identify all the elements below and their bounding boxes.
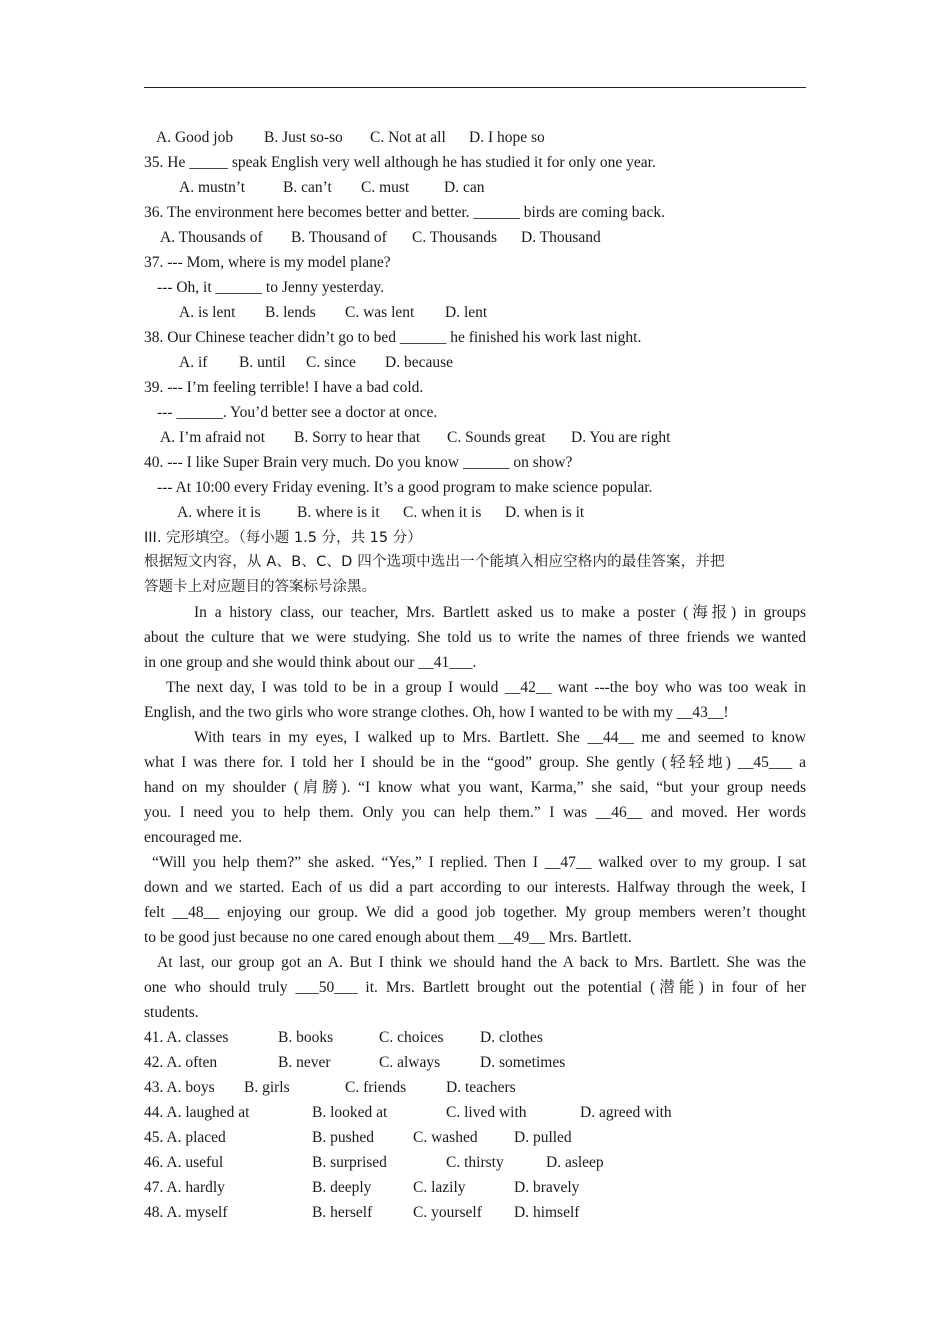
q39-option-a: A. I’m afraid not (160, 429, 266, 446)
passage-paragraph-5 (144, 950, 806, 1025)
q34-option-d: D. I hope so (469, 129, 545, 146)
q37-option-a: A. is lent (179, 304, 236, 321)
answer-option-a: 41. A. classes (144, 1029, 229, 1046)
answer-option-c: C. lived with (446, 1104, 527, 1121)
passage-paragraph-4 (144, 850, 806, 950)
answer-option-b: B. looked at (312, 1104, 388, 1121)
passage-line: English, and the two girls who wore strange clothes. Oh, how I wanted to be with my __43__! (144, 704, 729, 721)
section-title-text: III. 完形填空。（每小题 1.5 分，共 15 分） (144, 530, 422, 546)
q36-option-b: B. Thousand of (291, 229, 387, 246)
answer-option-a: 42. A. often (144, 1054, 218, 1071)
passage-line: The next day, I was told to be in a group I would __42__ want ---the boy who was too weak in (166, 679, 806, 696)
q39-option-d: D. You are right (571, 429, 671, 446)
q36-stem: 36. The environment here becomes better and better. ______ birds are coming back. (144, 204, 665, 221)
q35-option-c: C. must (361, 179, 410, 196)
q38-option-d: D. because (385, 354, 453, 371)
passage-line: one who should truly ___50___ it. Mrs. Bartlett brought out the potential (潜能) in four of her (144, 979, 806, 996)
answer-option-d: D. teachers (446, 1079, 516, 1096)
answer-option-d: D. agreed with (580, 1104, 672, 1121)
section-title (144, 525, 806, 550)
answer-option-d: D. himself (514, 1204, 580, 1221)
passage-line: With tears in my eyes, I walked up to Mrs. Bartlett. She __44__ me and seemed to know (194, 729, 806, 746)
q39-option-b: B. Sorry to hear that (294, 429, 421, 446)
q38-option-a: A. if (179, 354, 208, 371)
q36-options (144, 225, 806, 250)
q40-option-c: C. when it is (403, 504, 482, 521)
q37-option-b: B. lends (265, 304, 316, 321)
answer-option-c: C. friends (345, 1079, 407, 1096)
q38-option-c: C. since (306, 354, 356, 371)
q39-options (144, 425, 806, 450)
answer-option-a: 45. A. placed (144, 1129, 226, 1146)
q39-option-c: C. Sounds great (447, 429, 546, 446)
q38-stem: 38. Our Chinese teacher didn’t go to bed ______ he finished his work last night. (144, 329, 642, 346)
q35-option-a: A. mustn’t (179, 179, 246, 196)
section-instruction-line2: 答题卡上对应题目的答案标号涂黑。 (144, 579, 376, 595)
answer-option-a: 44. A. laughed at (144, 1104, 250, 1121)
answer-option-d: D. bravely (514, 1179, 580, 1196)
passage-line: down and we started. Each of us did a part according to our interests. Halfway through the week, I (144, 879, 806, 896)
answer-row-48 (144, 1200, 806, 1225)
q40-option-d: D. when is it (505, 504, 585, 521)
answer-row-41 (144, 1025, 806, 1050)
q36-option-c: C. Thousands (412, 229, 497, 246)
q35-stem: 35. He _____ speak English very well although he has studied it for only one year. (144, 154, 656, 171)
q35-options (144, 175, 806, 200)
passage-paragraph-2 (144, 675, 806, 725)
q39-line2: --- ______. You’d better see a doctor at once. (157, 404, 438, 421)
answer-option-b: B. never (278, 1054, 331, 1071)
q37-line2: --- Oh, it ______ to Jenny yesterday. (157, 279, 385, 296)
q37-options (144, 300, 806, 325)
answer-option-a: 48. A. myself (144, 1204, 228, 1221)
answer-option-b: B. deeply (312, 1179, 372, 1196)
q37-stem: 37. --- Mom, where is my model plane? (144, 254, 391, 271)
answer-option-c: C. yourself (413, 1204, 482, 1221)
q39-stem: 39. --- I’m feeling terrible! I have a bad cold. (144, 379, 424, 396)
answer-option-b: B. surprised (312, 1154, 387, 1171)
passage-line: hand on my shoulder (肩膀). “I know what you want, Karma,” she said, “but your group needs (144, 779, 806, 796)
q40-line2: --- At 10:00 every Friday evening. It’s a good program to make science popular. (157, 479, 653, 496)
q36-option-a: A. Thousands of (160, 229, 263, 246)
answer-row-43 (144, 1075, 806, 1100)
answer-option-d: D. sometimes (480, 1054, 566, 1071)
answer-row-44 (144, 1100, 806, 1125)
passage-paragraph-3 (144, 725, 806, 850)
q37-option-d: D. lent (445, 304, 488, 321)
q37-option-c: C. was lent (345, 304, 415, 321)
q40-stem: 40. --- I like Super Brain very much. Do you know ______ on show? (144, 454, 573, 471)
answer-option-b: B. girls (244, 1079, 290, 1096)
q34-option-c: C. Not at all (370, 129, 446, 146)
answer-row-42 (144, 1050, 806, 1075)
q35-option-b: B. can’t (283, 179, 332, 196)
q34-options (144, 125, 806, 150)
passage-paragraph-1 (144, 600, 806, 675)
q38-options (144, 350, 806, 375)
q35-option-d: D. can (444, 179, 485, 196)
passage-line: in one group and she would think about our __41___. (144, 654, 477, 671)
answer-row-46 (144, 1150, 806, 1175)
answer-option-b: B. herself (312, 1204, 373, 1221)
answer-option-a: 46. A. useful (144, 1154, 224, 1171)
passage-line: encouraged me. (144, 829, 243, 846)
passage-line: “Will you help them?” she asked. “Yes,” I replied. Then I __47__ walked over to my group. I sat (152, 854, 806, 871)
passage-line: about the culture that we were studying. She told us to write the names of three friends we wanted (144, 629, 806, 646)
answer-option-c: C. lazily (413, 1179, 466, 1196)
answer-option-a: 47. A. hardly (144, 1179, 225, 1196)
answer-option-b: B. pushed (312, 1129, 374, 1146)
answer-option-c: C. thirsty (446, 1154, 504, 1171)
q34-option-b: B. Just so-so (264, 129, 343, 146)
answer-option-c: C. always (379, 1054, 441, 1071)
answer-option-d: D. asleep (546, 1154, 604, 1171)
answer-option-c: C. choices (379, 1029, 444, 1046)
q40-option-b: B. where is it (297, 504, 380, 521)
answer-row-47 (144, 1175, 806, 1200)
answer-row-45 (144, 1125, 806, 1150)
header-rule (144, 87, 806, 88)
passage-line: felt __48__ enjoying our group. We did a good job together. My group members weren’t thought (144, 904, 806, 921)
answer-option-b: B. books (278, 1029, 334, 1046)
q40-options (144, 500, 806, 525)
answer-option-c: C. washed (413, 1129, 478, 1146)
q34-option-a: A. Good job (156, 129, 234, 146)
section-instruction-line1: 根据短文内容，从 A、B、C、D 四个选项中选出一个能填入相应空格内的最佳答案，并把 (144, 554, 725, 570)
passage-line: In a history class, our teacher, Mrs. Bartlett asked us to make a poster (海报) in groups (194, 604, 806, 621)
answer-option-d: D. clothes (480, 1029, 543, 1046)
passage-line: to be good just because no one cared enough about them __49__ Mrs. Bartlett. (144, 929, 632, 946)
exam-page (144, 125, 806, 1225)
passage-line: students. (144, 1004, 199, 1021)
passage-line: what I was there for. I told her I should be in the “good” group. She gently (轻轻地) __45___ a (144, 754, 806, 771)
answer-option-d: D. pulled (514, 1129, 572, 1146)
q36-option-d: D. Thousand (521, 229, 601, 246)
answer-option-a: 43. A. boys (144, 1079, 215, 1096)
passage-line: you. I need you to help them. Only you can help them.” I was __46__ and moved. Her words (144, 804, 806, 821)
q38-option-b: B. until (239, 354, 286, 371)
passage-line: At last, our group got an A. But I think we should hand the A back to Mrs. Bartlett. She was the (157, 954, 806, 971)
q40-option-a: A. where it is (177, 504, 261, 521)
